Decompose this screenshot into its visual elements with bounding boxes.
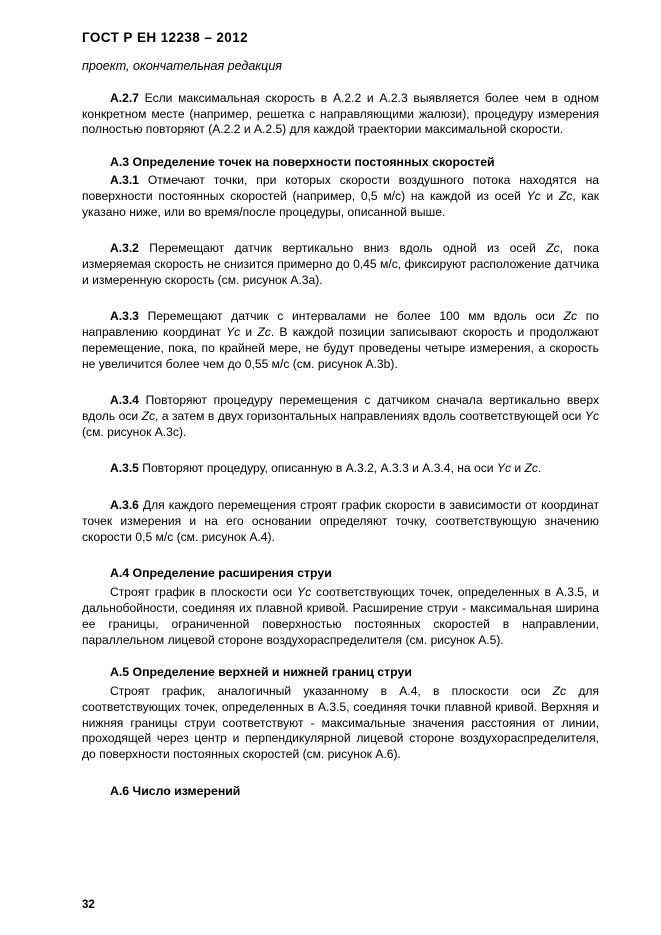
document-subheader: проект, окончательная редакция: [82, 59, 282, 73]
section-heading-a6: А.6 Число измерений: [110, 783, 241, 798]
paragraph-label-a35: А.3.5: [110, 461, 139, 476]
page-number: 32: [82, 899, 95, 911]
axis-label-zc-a34: Zc: [141, 409, 156, 424]
axis-label-zc2-a33: Zc: [257, 325, 271, 340]
paragraph-text-a31-1: Отмечают точки, при которых скорости воздушного потока находятся на поверхности постоянных скоростей (например, 0,5 м/с) на каждой из осей: [82, 173, 599, 203]
paragraph-text-a4-1: Строят график в плоскости оси: [110, 585, 298, 600]
section-heading-a4: А.4 Определение расширения струи: [110, 566, 332, 581]
paragraph-text-a33-1: Перемещают датчик с интервалами не более 100 мм вдоль оси: [138, 309, 564, 324]
axis-label-zc-a32: Zc: [546, 241, 560, 256]
paragraph-text-a4-2: соответствующих точек, определенных в А.3.5, и дальнобойности, соединяя их плавной кривой. Расширение струи - максимальная ширина ее границы, ограниченной поверхностью постоянных скоростей в направлении, параллельном лицевой стороне воздухораспределителя (см. рисунок А.5).: [82, 585, 599, 647]
axis-label-yc-a35: Yc: [496, 461, 512, 476]
paragraph-text-a5-1: Строят график, аналогичный указанному в А.4, в плоскости оси: [110, 684, 553, 699]
paragraph-label-a31: А.3.1: [110, 173, 139, 188]
paragraph-text-a33-4: . В каждой позиции записывают скорость и продолжают перемещение, пока, по крайней мере, не будут проведены четыре измерения, а скорость не увеличится более чем до 0,55 м/с (см. рисунок А.3b).: [82, 325, 599, 371]
paragraph-a35: [82, 461, 599, 477]
paragraph-text-a32-1: Перемещают датчик вертикально вниз вдоль одной из осей: [138, 241, 547, 256]
paragraph-a4-body: [82, 585, 599, 648]
axis-label-yc-a4: Yc: [297, 585, 312, 600]
axis-label-zc-a31: Zc: [558, 188, 573, 203]
paragraph-label-a32: А.3.2: [110, 241, 139, 256]
section-heading-a3: А.3 Определение точек на поверхности постоянных скоростей: [110, 155, 495, 170]
paragraph-text-a31-3: , как указано ниже, или во время/после процедуры, описанной выше.: [82, 188, 599, 219]
document-header: ГОСТ Р ЕН 12238 – 2012: [82, 30, 249, 45]
axis-label-yc-a31: Yc: [526, 188, 541, 203]
paragraph-text-a35-2: и: [511, 461, 525, 476]
paragraph-a33: [82, 309, 599, 372]
paragraph-a31: [82, 173, 599, 220]
paragraph-text-a35-1: Повторяют процедуру, описанную в А.3.2, А.3.3 и А.3.4, на оси: [138, 461, 497, 476]
axis-label-zc-a33: Zc: [563, 309, 578, 324]
paragraph-text-a27: Если максимальная скорость в А.2.2 и А.2.3 выявляется более чем в одном конкретном месте (например, решетка с направляющими жалюзи), процедуру измерения полностью повторяют (А.2.2 и А.2.5) для каждой траектории максимальной скорости.: [82, 91, 599, 137]
paragraph-text-a34-3: (см. рисунок А.3с).: [82, 424, 187, 439]
paragraph-a34: [82, 393, 599, 440]
axis-label-yc-a33: Yc: [226, 325, 241, 340]
paragraph-a36: [82, 498, 599, 545]
paragraph-label-a34: А.3.4: [110, 393, 139, 408]
paragraph-label-a36: А.3.6: [110, 498, 139, 513]
paragraph-text-a33-3: и: [240, 325, 258, 340]
paragraph-text-a33-2: по направлению координат: [82, 309, 600, 340]
paragraph-text-a35-3: .: [537, 461, 542, 476]
paragraph-text-a31-2: и: [540, 188, 559, 203]
axis-label-zc-a35: Zc: [524, 461, 538, 476]
paragraph-a27: [82, 91, 599, 138]
paragraph-text-a32-2: , пока измеряемая скорость не снизится примерно до 0,45 м/с, фиксируют расположение датчика и измеренную скорость (см. рисунок А.3а).: [82, 241, 599, 287]
paragraph-a32: [82, 241, 599, 288]
axis-label-zc-a5: Zc: [552, 684, 567, 699]
axis-label-yc-a34: Yc: [584, 409, 599, 424]
paragraph-label-a33: А.3.3: [110, 309, 139, 324]
paragraph-text-a36: Для каждого перемещения строят график скорости в зависимости от координат точек измерения и на его основании определяют точку, соответствующую значению скорости 0,5 м/с (см. рисунок А.4).: [82, 498, 599, 544]
paragraph-label-a27: А.2.7: [110, 91, 139, 105]
paragraph-a5-body: [82, 684, 599, 763]
paragraph-text-a5-2: для соответствующих точек, определенных в А.3.5, соединяя точки плавной кривой. Верхняя и нижняя границы струи соответствуют - максимальные значения расстояния от линии, проходящей через центр и перпендикулярной лицевой стороне воздухораспределителя, до поверхности постоянных скоростей (см. рисунок А.6).: [82, 684, 599, 762]
paragraph-text-a34-2: , а затем в двух горизонтальных направлениях вдоль соответствующей оси: [155, 409, 585, 424]
paragraph-text-a34-1: Повторяют процедуру перемещения с датчиком сначала вертикально вверх вдоль оси: [82, 393, 599, 424]
section-heading-a5: А.5 Определение верхней и нижней границ струи: [110, 665, 412, 680]
